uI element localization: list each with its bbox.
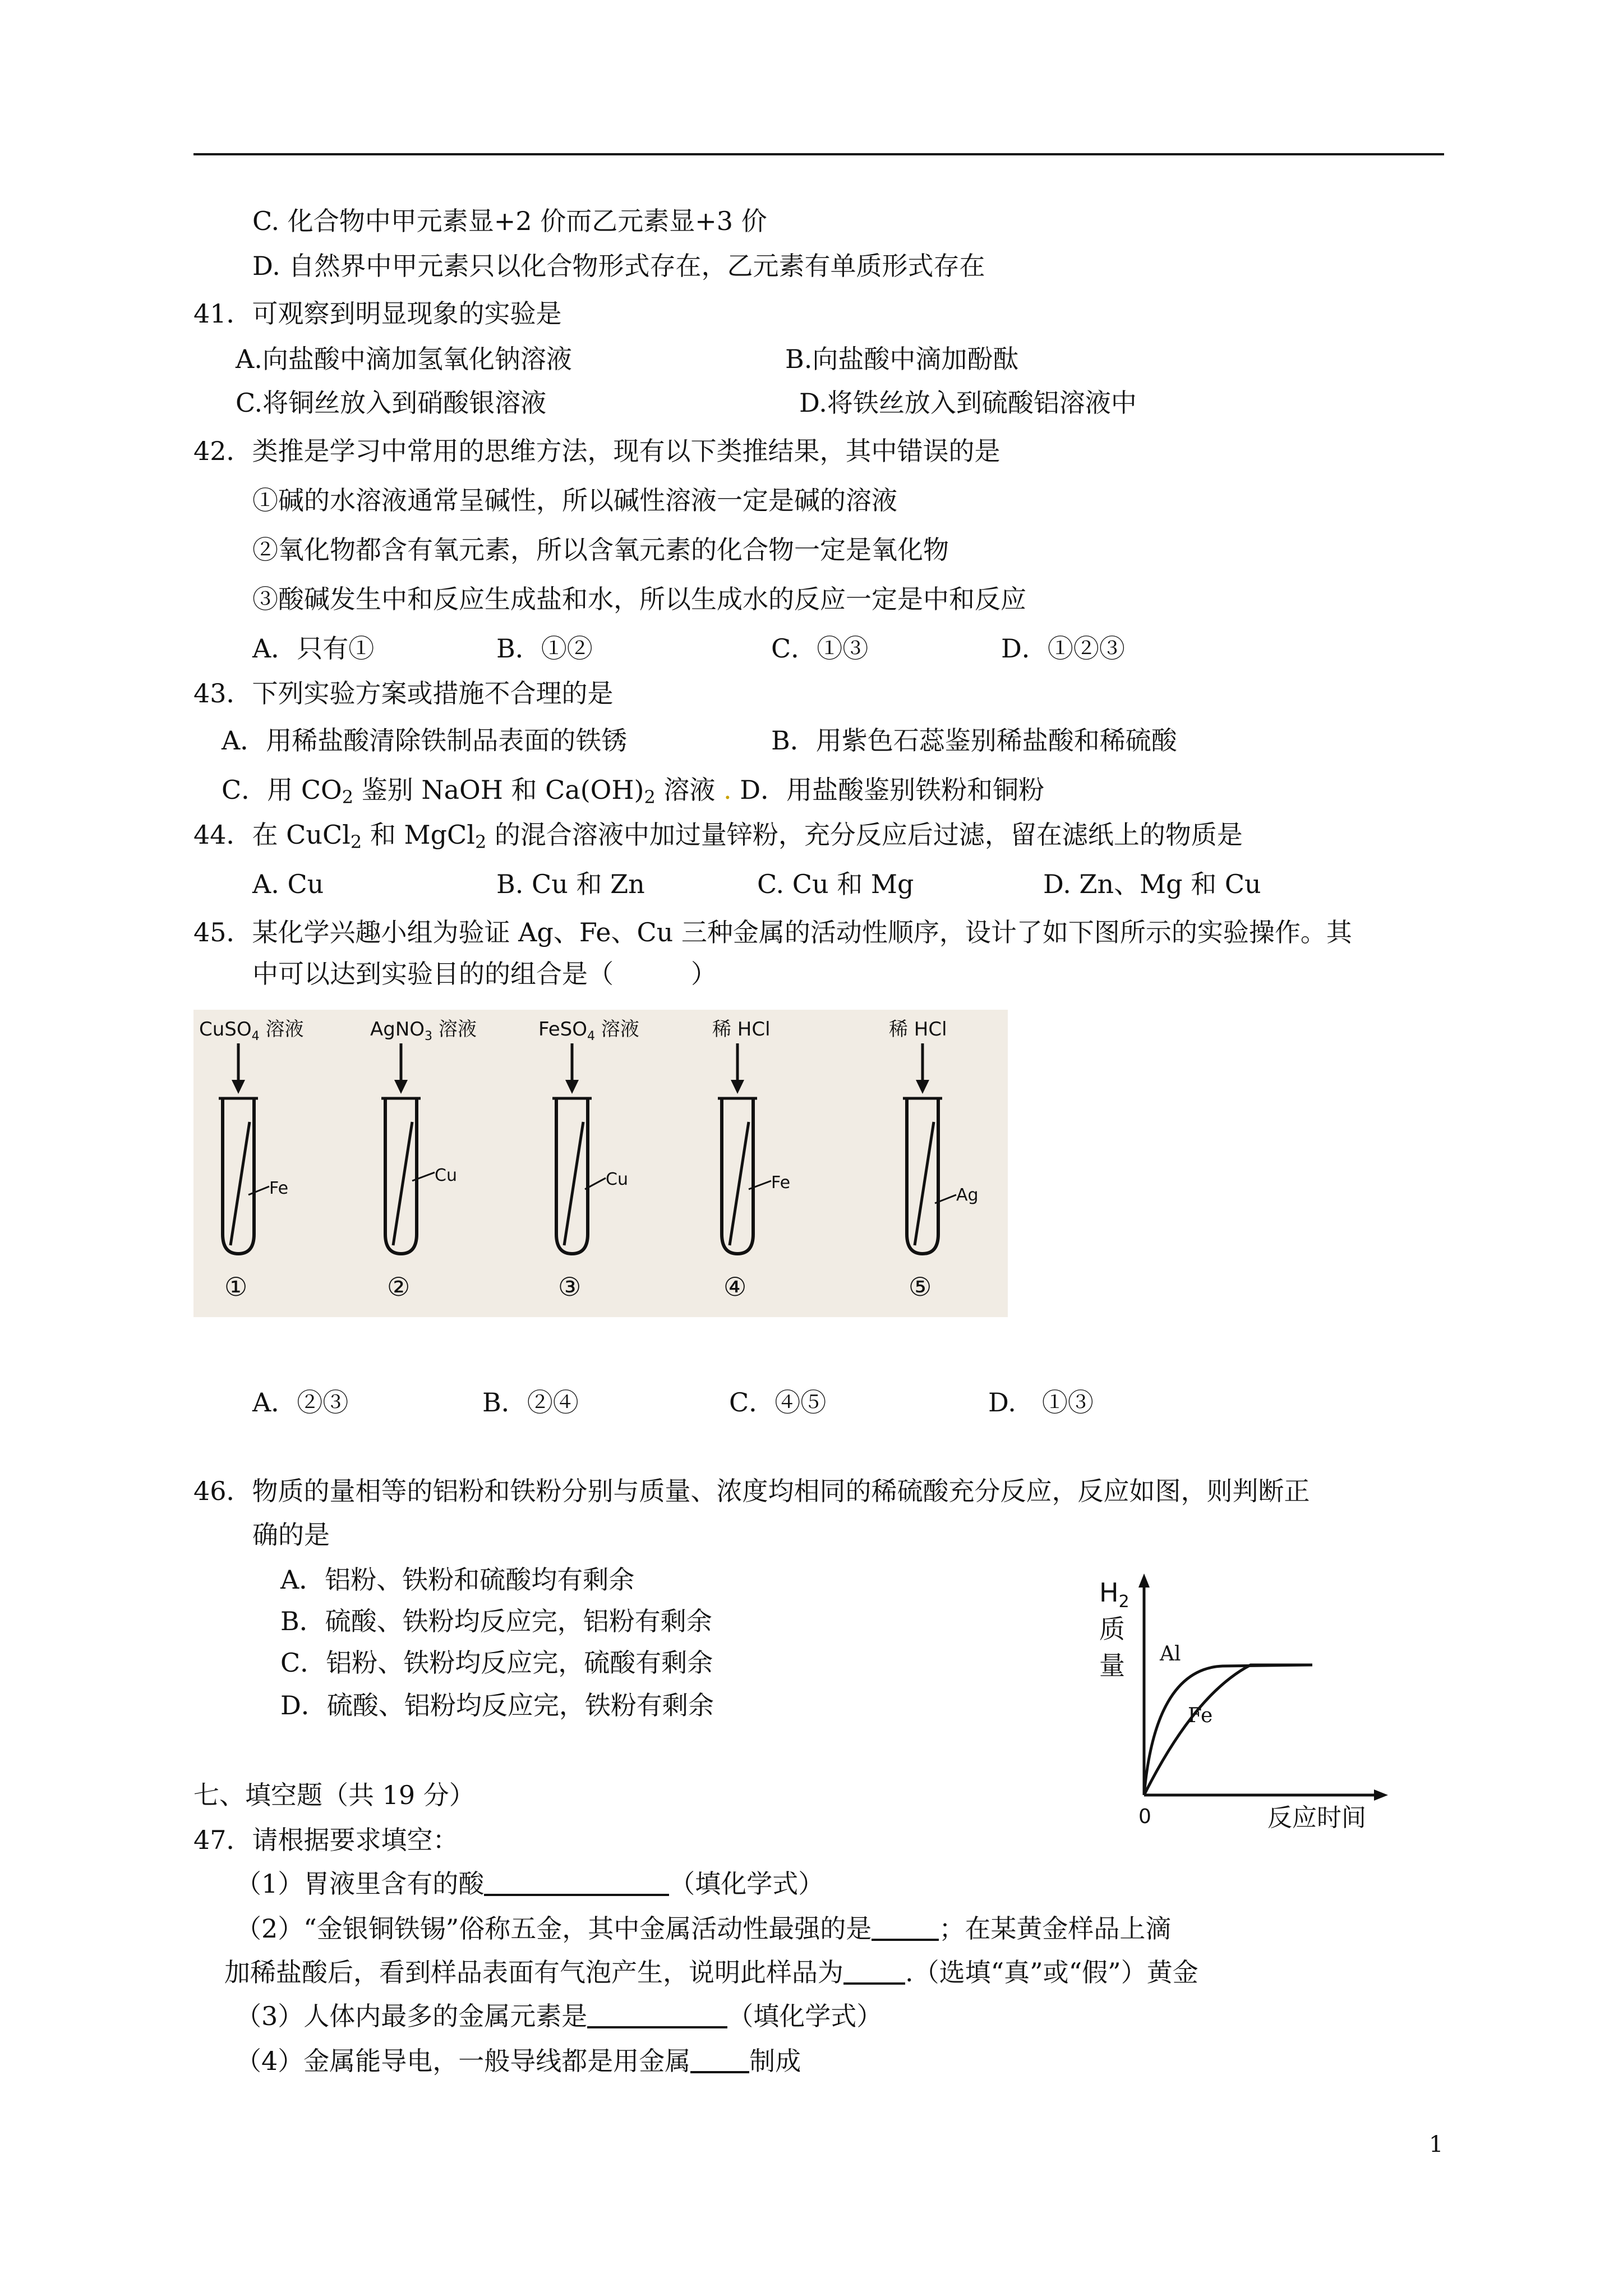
section-7-title: 七、填空题（共 19 分） (193, 1780, 475, 1810)
tube-3-number: ③ (558, 1272, 582, 1302)
q42-statement-2: ②氧化物都含有氧元素，所以含氧元素的化合物一定是氧化物 (252, 535, 949, 565)
q44-option-c: C. Cu 和 Mg (757, 869, 914, 899)
fe-curve (1144, 1665, 1312, 1795)
q40-option-c: C. 化合物中甲元素显+2 价而乙元素显+3 价 (252, 206, 767, 236)
tube-3 (538, 1018, 639, 1302)
q41-option-b: B.向盐酸中滴加酚酞 (785, 344, 1019, 374)
header-rule (193, 153, 1444, 155)
tube-5 (889, 1018, 979, 1302)
blank-2[interactable] (872, 1914, 939, 1941)
blank-1[interactable] (484, 1869, 669, 1896)
q46-option-a: A．铝粉、铁粉和硫酸均有剩余 (280, 1565, 635, 1595)
tube-2-reagent: AgNO$_3$ 溶液 (370, 1018, 477, 1043)
tube-2-number: ② (387, 1272, 411, 1302)
q47-stem: 47．请根据要求填空： (193, 1825, 459, 1855)
page-number: 1 (1429, 2132, 1444, 2157)
q42-option-c: C．①③ (771, 633, 869, 664)
q41-option-d: D.将铁丝放入到硫酸铝溶液中 (799, 388, 1137, 418)
tube-2 (370, 1018, 477, 1302)
q44-option-d: D. Zn、Mg 和 Cu (1043, 869, 1261, 899)
h2-graph-svg (1088, 1571, 1402, 1834)
q45-option-d: D. ①③ (988, 1387, 1094, 1418)
tube-2-metal: Cu (435, 1166, 457, 1185)
q44-option-b: B. Cu 和 Zn (496, 869, 645, 899)
tube-5-reagent: 稀 HCl (889, 1018, 947, 1041)
tube-3-reagent: FeSO$_4$ 溶液 (538, 1018, 639, 1043)
q43-option-c: C．用 $CO_2$ 鉴别 NaOH 和 $Ca(OH)_2$ 溶液 . D．用盐酸鉴别铁粉和铜粉 (222, 775, 1045, 808)
q47-part-2: （2）“金银铜铁锡”俗称五金，其中金属活动性最强的是 ；在某黄金样品上滴 (236, 1913, 1172, 1944)
q45-option-c: C．④⑤ (729, 1387, 827, 1418)
q47-part-2-cont: 加稀盐酸后，看到样品表面有气泡产生，说明此样品为 .（选填“真”或“假”）黄金 (224, 1957, 1198, 1987)
test-tube-figure (193, 1010, 1008, 1317)
tube-4-number: ④ (723, 1272, 747, 1302)
tube-1 (199, 1018, 303, 1302)
q41-stem: 41．可观察到明显现象的实验是 (193, 298, 562, 329)
q41-option-c: C.将铜丝放入到硝酸银溶液 (236, 388, 547, 418)
al-curve (1144, 1665, 1312, 1795)
tube-1-number: ① (224, 1272, 248, 1302)
h2-mass-graph (1088, 1571, 1402, 1834)
q46-stem-cont: 确的是 (252, 1520, 330, 1550)
q44-option-a: A. Cu (252, 869, 324, 899)
q42-option-d: D．①②③ (1001, 633, 1125, 664)
tube-3-metal: Cu (606, 1170, 628, 1189)
al-label: Al (1160, 1642, 1181, 1665)
q46-option-c: C．铝粉、铁粉均反应完，硫酸有剩余 (280, 1648, 713, 1678)
tube-4-reagent: 稀 HCl (712, 1018, 771, 1041)
q43-stem: 43．下列实验方案或措施不合理的是 (193, 678, 614, 708)
fe-label: Fe (1188, 1704, 1213, 1727)
q45-option-b: B．②④ (482, 1387, 579, 1418)
tube-1-reagent: CuSO$_4$ 溶液 (199, 1018, 304, 1043)
q46-stem: 46．物质的量相等的铝粉和铁粉分别与质量、浓度均相同的稀硫酸充分反应，反应如图，则判断正 (193, 1476, 1310, 1506)
q47-part-3: （3）人体内最多的金属元素是 （填化学式） (236, 2001, 883, 2031)
y-axis-label-2: 质 (1099, 1614, 1125, 1644)
test-tubes-svg (193, 1010, 1008, 1317)
blank-5[interactable] (690, 2046, 749, 2073)
tube-1-metal: Fe (269, 1179, 289, 1198)
q42-option-b: B．①② (496, 633, 593, 664)
q42-option-a: A．只有① (252, 633, 375, 664)
q44-stem: 44．在 CuCl$_2$ 和 MgCl$_2$ 的混合溶液中加过量锌粉，充分反应后过滤，留在滤纸上的物质是 (193, 820, 1243, 853)
tube-5-metal: Ag (956, 1185, 979, 1205)
q40-option-d: D. 自然界中甲元素只以化合物形式存在，乙元素有单质形式存在 (252, 251, 985, 281)
q45-stem-cont: 中可以达到实验目的的组合是（ ） (252, 959, 717, 989)
q45-option-a: A．②③ (252, 1387, 349, 1418)
q46-option-d: D．硫酸、铝粉均反应完，铁粉有剩余 (280, 1690, 714, 1720)
q41-option-a: A.向盐酸中滴加氢氧化钠溶液 (236, 344, 572, 374)
tube-4-metal: Fe (771, 1173, 791, 1193)
q42-statement-3: ③酸碱发生中和反应生成盐和水，所以生成水的反应一定是中和反应 (252, 584, 1026, 614)
q47-part-4: （4）金属能导电，一般导线都是用金属 制成 (236, 2046, 801, 2076)
x-axis-label: 反应时间 (1267, 1803, 1366, 1832)
q45-stem: 45．某化学兴趣小组为验证 Ag、Fe、Cu 三种金属的活动性顺序，设计了如下图所示的实验操作。其 (193, 917, 1352, 947)
origin-label: 0 (1138, 1805, 1151, 1828)
q42-stem: 42．类推是学习中常用的思维方法，现有以下类推结果，其中错误的是 (193, 436, 1000, 466)
tube-5-number: ⑤ (909, 1272, 932, 1302)
q43-option-b: B．用紫色石蕊鉴别稀盐酸和稀硫酸 (771, 725, 1177, 756)
blank-3[interactable] (843, 1958, 905, 1985)
q47-part-1: （1）胃液里含有的酸 （填化学式） (236, 1869, 824, 1899)
y-axis-label: $H_2$ (1099, 1577, 1129, 1612)
q46-option-b: B．硫酸、铁粉均反应完，铝粉有剩余 (280, 1606, 712, 1636)
blank-4[interactable] (587, 2001, 727, 2028)
stray-dot: . (723, 775, 732, 805)
q43-option-a: A．用稀盐酸清除铁制品表面的铁锈 (222, 725, 628, 756)
y-axis-label-3: 量 (1099, 1650, 1125, 1681)
tube-4 (712, 1018, 790, 1302)
q42-statement-1: ①碱的水溶液通常呈碱性，所以碱性溶液一定是碱的溶液 (252, 485, 897, 516)
